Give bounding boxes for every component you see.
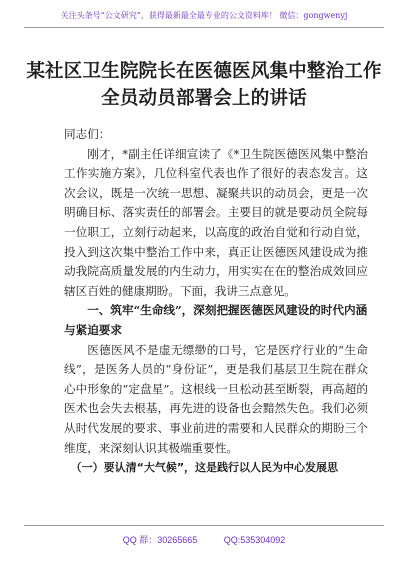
header-note: 关注头条号“公文研究”，获得最新最全最专业的公文资料库！ 微信：gongwenyj: [60, 11, 348, 20]
header-divider: [24, 27, 384, 28]
section-heading: 一、筑牢“生命线”，深刻把握医德医风建设的时代内涵与紧迫要求: [64, 303, 368, 337]
paragraph: 医德医风不是虚无缥缈的口号，它是医疗行业的“生命线”，是医务人员的“身份证”，更是我们基层卫生院在群众心中形象的“定盘星”。这根线一旦松动甚至断裂，再高超的医术也会失去根基，再先进的设备也会黯然失色。我们必须从时代发展的要求、事业前进的需要和人民群众的期盼三个维度，来深刻认识其极端重要性。: [64, 342, 368, 455]
footer: [24, 533, 384, 546]
salutation: 同志们：: [64, 127, 111, 141]
subsection-heading: （一）要认清“大气候”，这是践行以人民为中心发展思: [70, 461, 339, 475]
paragraph: 刚才，*副主任详细宣读了《*卫生院医德医风集中整治工作实施方案》，几位科室代表也作了很好的表态发言。这次会议，既是一次统一思想、凝聚共识的动员会，更是一次明确目标、落实责任的部署会。主要目的就是要动员全院每一位职工，立刻行动起来，以高度的政治自觉和行动自觉，投入到这次集中整治工作中来，真正让医德医风建设成为推动我院高质量发展的内生动力，用实实在在的整治成效回应辖区百姓的健康期盼。下面，我讲三点意见。: [64, 146, 368, 298]
footer-qq-contact: QQ:535304092: [223, 535, 286, 545]
document-title: 某社区卫生院院长在医德医风集中整治工作全员动员部署会上的讲话: [26, 61, 382, 109]
footer-divider: [24, 525, 384, 526]
document-body: [64, 125, 368, 478]
footer-qq-group: QQ 群：30265665: [122, 535, 198, 545]
